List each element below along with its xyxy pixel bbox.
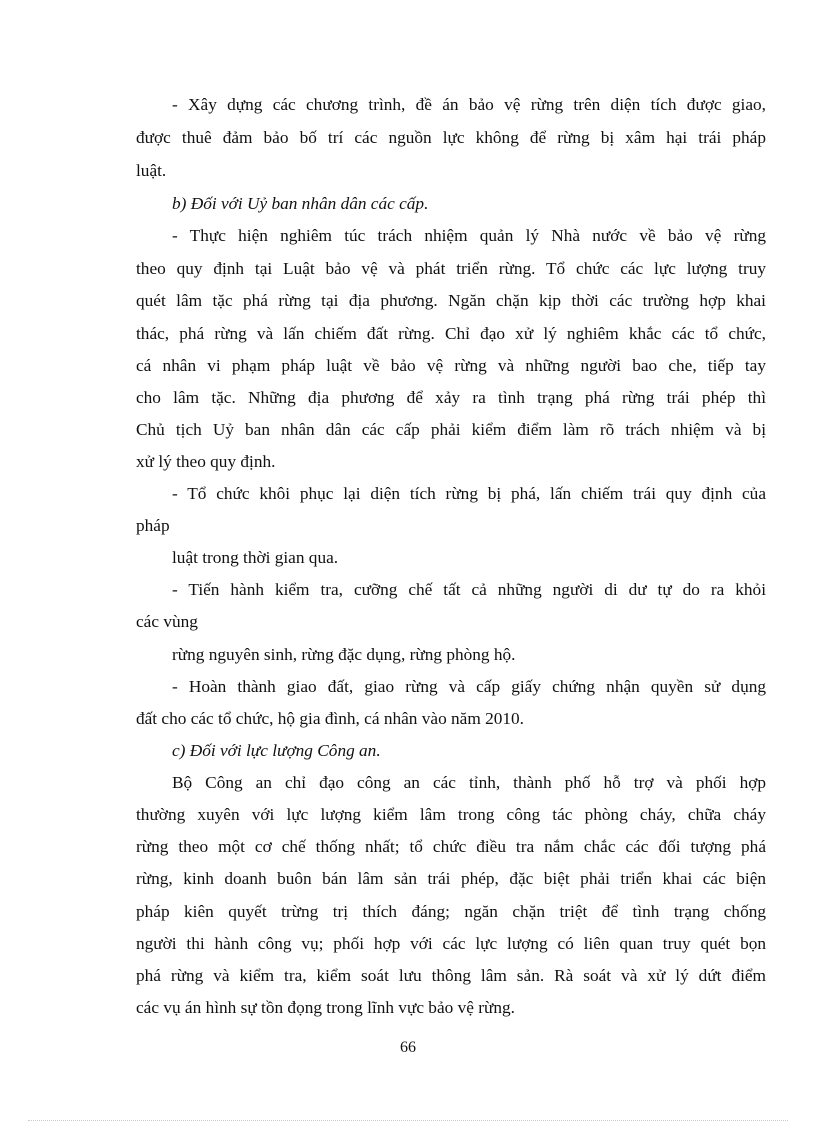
paragraph-text: pháp bbox=[136, 516, 170, 535]
paragraph-line bbox=[0, 542, 816, 574]
paragraph-line bbox=[0, 992, 816, 1024]
paragraph-line bbox=[0, 896, 816, 928]
paragraph-line bbox=[0, 606, 816, 638]
paragraph-text: đất cho các tổ chức, hộ gia đình, cá nhân vào năm 2010. bbox=[136, 709, 524, 728]
paragraph-text: người thi hành công vụ; phối hợp với các lực lượng có liên quan truy quét bọn bbox=[136, 934, 766, 953]
paragraph-text: - Tiến hành kiểm tra, cưỡng chế tất cả những người di dư tự do ra khỏi bbox=[172, 580, 766, 599]
paragraph-line bbox=[0, 89, 816, 121]
paragraph-text: - Thực hiện nghiêm túc trách nhiệm quản lý Nhà nước về bảo vệ rừng bbox=[172, 226, 766, 245]
paragraph-text: Chủ tịch Uỷ ban nhân dân các cấp phải kiểm điểm làm rõ trách nhiệm và bị bbox=[136, 420, 766, 439]
paragraph-line bbox=[0, 960, 816, 992]
paragraph-line bbox=[0, 220, 816, 252]
paragraph-text: cá nhân vi phạm pháp luật về bảo vệ rừng và những người bao che, tiếp tay bbox=[136, 356, 766, 375]
paragraph-text: xử lý theo quy định. bbox=[136, 452, 276, 471]
footer-divider bbox=[28, 1120, 788, 1121]
paragraph-line bbox=[0, 639, 816, 671]
paragraph-line bbox=[0, 414, 816, 446]
paragraph-line bbox=[0, 318, 816, 350]
paragraph-line bbox=[0, 155, 816, 187]
paragraph-line bbox=[0, 350, 816, 382]
paragraph-text: phá rừng và kiểm tra, kiểm soát lưu thông lâm sản. Rà soát và xử lý dứt điểm bbox=[136, 966, 766, 985]
paragraph-text: - Xây dựng các chương trình, đề án bảo vệ rừng trên diện tích được giao, bbox=[172, 95, 766, 114]
paragraph-line bbox=[0, 382, 816, 414]
paragraph-line bbox=[0, 831, 816, 863]
paragraph-text: luật. bbox=[136, 161, 167, 180]
paragraph-text: theo quy định tại Luật bảo vệ và phát triển rừng. Tổ chức các lực lượng truy bbox=[136, 259, 766, 278]
paragraph-text: các vụ án hình sự tồn đọng trong lĩnh vực bảo vệ rừng. bbox=[136, 998, 515, 1017]
paragraph-line bbox=[0, 799, 816, 831]
paragraph-text: rừng, kinh doanh buôn bán lâm sản trái phép, đặc biệt phải triển khai các biện bbox=[136, 869, 766, 888]
paragraph-line bbox=[0, 703, 816, 735]
paragraph-line bbox=[0, 928, 816, 960]
paragraph-text: cho lâm tặc. Những địa phương để xảy ra tình trạng phá rừng trái phép thì bbox=[136, 388, 766, 407]
paragraph-text: rừng nguyên sinh, rừng đặc dụng, rừng phòng hộ. bbox=[172, 645, 516, 664]
paragraph-line bbox=[0, 285, 816, 317]
paragraph-line bbox=[0, 671, 816, 703]
paragraph-line bbox=[0, 767, 816, 799]
paragraph-text: - Tổ chức khôi phục lại diện tích rừng bị phá, lấn chiếm trái quy định của bbox=[172, 484, 766, 503]
section-heading bbox=[0, 188, 816, 220]
section-heading-text: c) Đối với lực lượng Công an. bbox=[172, 741, 381, 760]
paragraph-line bbox=[0, 446, 816, 478]
paragraph-text: luật trong thời gian qua. bbox=[172, 548, 339, 567]
paragraph-line bbox=[0, 863, 816, 895]
paragraph-line bbox=[0, 253, 816, 285]
section-heading-text: b) Đối với Uỷ ban nhân dân các cấp. bbox=[172, 194, 429, 213]
paragraph-text: được thuê đảm bảo bố trí các nguồn lực không để rừng bị xâm hại trái pháp bbox=[136, 128, 766, 147]
paragraph-line bbox=[0, 122, 816, 154]
paragraph-text: thường xuyên với lực lượng kiểm lâm trong công tác phòng cháy, chữa cháy bbox=[136, 805, 766, 824]
paragraph-line bbox=[0, 478, 816, 510]
paragraph-text: các vùng bbox=[136, 612, 198, 631]
paragraph-line bbox=[0, 510, 816, 542]
paragraph-text: Bộ Công an chỉ đạo công an các tỉnh, thành phố hỗ trợ và phối hợp bbox=[172, 773, 766, 792]
paragraph-text: rừng theo một cơ chế thống nhất; tổ chức điều tra nắm chắc các đối tượng phá bbox=[136, 837, 766, 856]
section-heading bbox=[0, 735, 816, 767]
paragraph-text: pháp kiên quyết trừng trị thích đáng; ngăn chặn triệt để tình trạng chống bbox=[136, 902, 766, 921]
paragraph-text: - Hoàn thành giao đất, giao rừng và cấp giấy chứng nhận quyền sử dụng bbox=[172, 677, 766, 696]
paragraph-line bbox=[0, 574, 816, 606]
paragraph-text: thác, phá rừng và lấn chiếm đất rừng. Chỉ đạo xử lý nghiêm khắc các tổ chức, bbox=[136, 324, 766, 343]
paragraph-text: quét lâm tặc phá rừng tại địa phương. Ngăn chặn kịp thời các trường hợp khai bbox=[136, 291, 766, 310]
page-number: 66 bbox=[400, 1039, 416, 1056]
